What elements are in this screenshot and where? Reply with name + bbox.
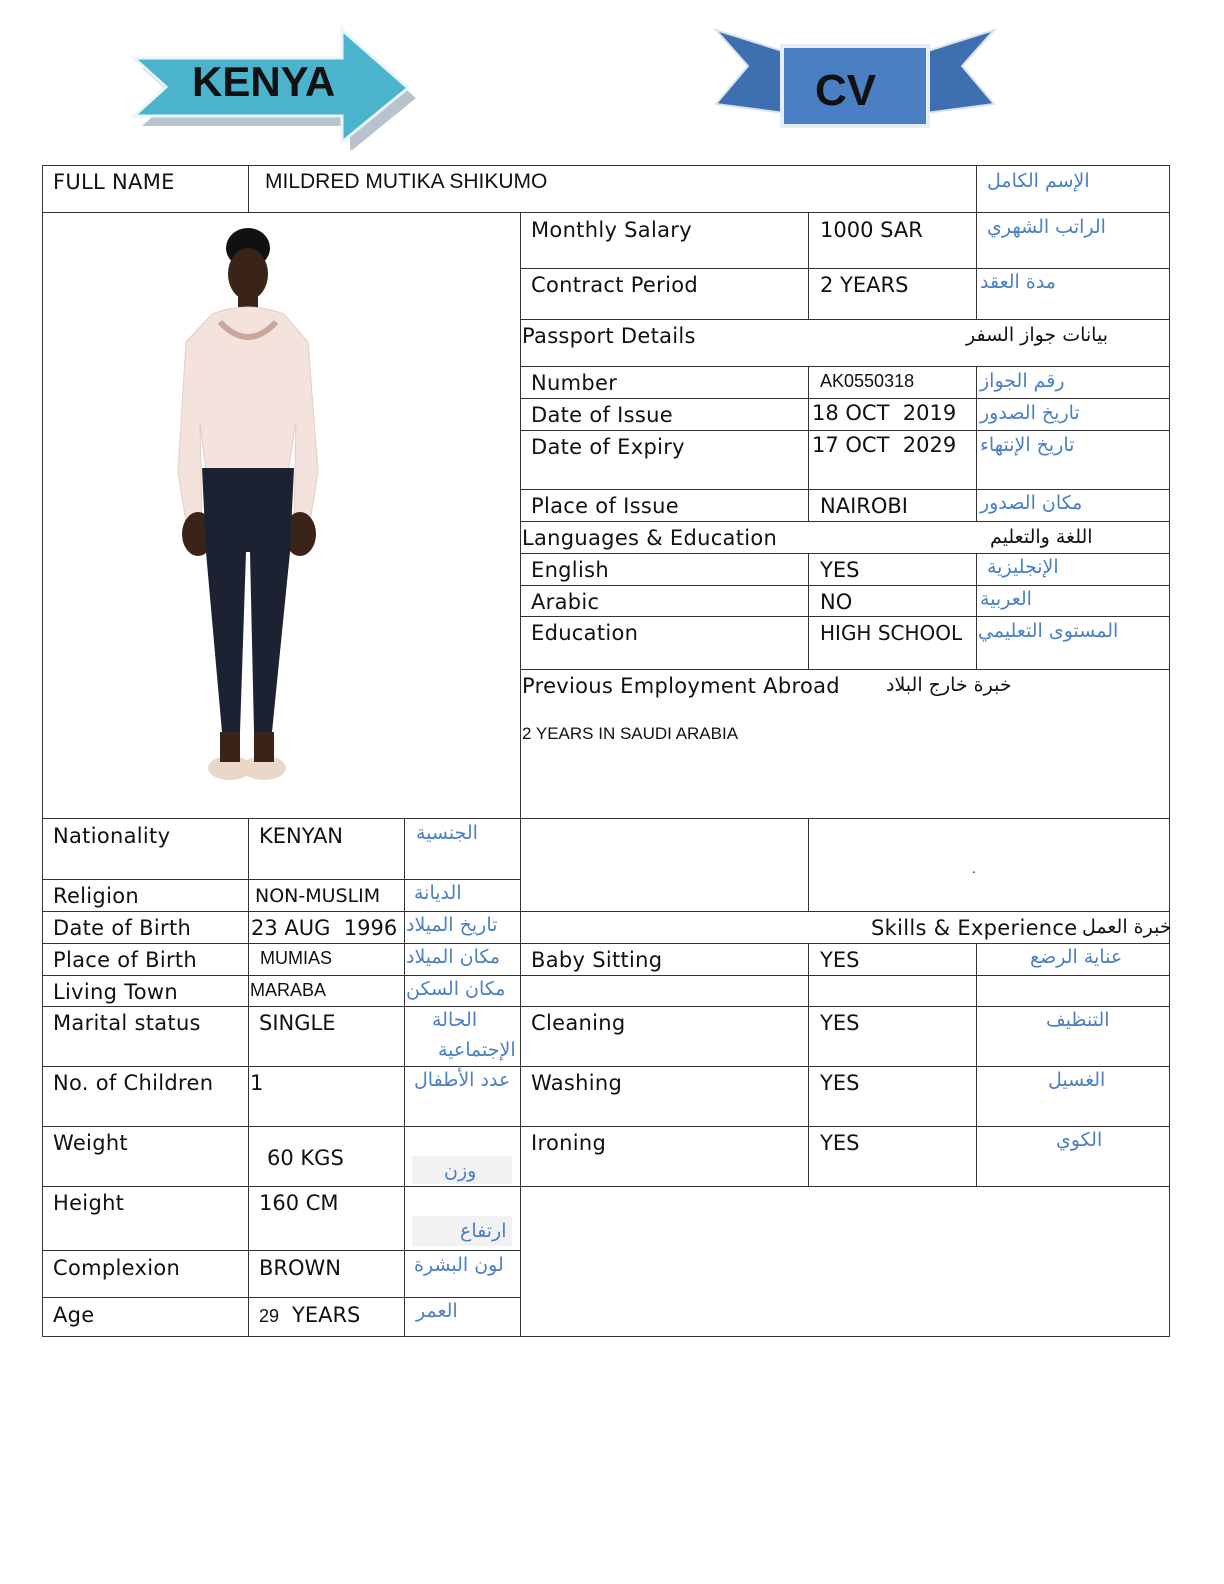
weight-value: 60 KGS — [267, 1146, 344, 1170]
ironing-label: Ironing — [531, 1131, 607, 1155]
contract-period-label: Contract Period — [531, 273, 698, 297]
contract-period-arabic: مدة العقد — [980, 271, 1056, 293]
baby-sitting-arabic: عناية الرضع — [1030, 946, 1123, 968]
skills-heading-arabic: خبرة العمل — [1082, 916, 1172, 938]
candidate-photo — [160, 222, 340, 788]
complexion-label: Complexion — [53, 1256, 181, 1280]
children-value: 1 — [250, 1071, 264, 1095]
skills-heading: Skills & Experience — [871, 916, 1078, 940]
ironing-arabic: الكوي — [1056, 1129, 1103, 1151]
expiry-date-value: 17 OCT 2029 — [812, 433, 957, 457]
expiry-date-arabic: تاريخ الإنتهاء — [980, 434, 1075, 456]
place-of-issue-value: NAIROBI — [820, 494, 908, 518]
complexion-value: BROWN — [259, 1256, 342, 1280]
pob-label: Place of Birth — [53, 948, 198, 972]
issue-date-value: 18 OCT 2019 — [812, 401, 957, 425]
nationality-arabic: الجنسية — [416, 822, 478, 844]
passport-number-arabic: رقم الجواز — [980, 370, 1065, 392]
education-arabic: المستوى التعليمي — [978, 620, 1119, 642]
washing-label: Washing — [531, 1071, 623, 1095]
children-label: No. of Children — [53, 1071, 214, 1095]
passport-number-label: Number — [531, 371, 618, 395]
ironing-value: YES — [820, 1131, 860, 1155]
weight-arabic: وزن — [444, 1160, 477, 1182]
town-label: Living Town — [53, 980, 179, 1004]
arabic-arabic: العربية — [980, 588, 1032, 610]
religion-label: Religion — [53, 884, 139, 908]
education-value: HIGH SCHOOL — [820, 621, 963, 645]
education-label: Education — [531, 621, 639, 645]
height-arabic: ارتفاع — [460, 1220, 507, 1242]
stray-dot: . — [972, 862, 976, 876]
languages-heading: Languages & Education — [522, 526, 778, 550]
arabic-label: Arabic — [531, 590, 600, 614]
religion-arabic: الديانة — [414, 882, 462, 904]
cleaning-value: YES — [820, 1011, 860, 1035]
employment-heading: Previous Employment Abroad — [522, 674, 840, 698]
contract-period-value: 2 YEARS — [820, 273, 909, 297]
employment-value: 2 YEARS IN SAUDI ARABIA — [522, 724, 739, 743]
full-name-value: MILDRED MUTIKA SHIKUMO — [265, 170, 548, 193]
dob-arabic: تاريخ الميلاد — [406, 914, 498, 936]
washing-value: YES — [820, 1071, 860, 1095]
expiry-date-label: Date of Expiry — [531, 435, 685, 459]
languages-heading-arabic: اللغة والتعليم — [990, 526, 1093, 548]
dob-value: 23 AUG 1996 — [251, 916, 398, 940]
marital-value: SINGLE — [259, 1011, 336, 1035]
salary-value: 1000 SAR — [820, 218, 923, 242]
full-name-label: FULL NAME — [53, 170, 175, 194]
issue-date-arabic: تاريخ الصدور — [980, 402, 1080, 424]
salary-label: Monthly Salary — [531, 218, 692, 242]
age-number: 29 — [259, 1306, 280, 1326]
height-label: Height — [53, 1191, 125, 1215]
issue-date-label: Date of Issue — [531, 403, 673, 427]
pob-arabic: مكان الميلاد — [406, 946, 501, 968]
banner-cv-text: CV — [815, 66, 877, 115]
place-of-issue-arabic: مكان الصدور — [980, 492, 1083, 514]
dob-label: Date of Birth — [53, 916, 192, 940]
complexion-arabic: لون البشرة — [414, 1254, 504, 1276]
children-arabic: عدد الأطفال — [414, 1069, 511, 1091]
washing-arabic: الغسيل — [1048, 1069, 1106, 1091]
cleaning-arabic: التنظيف — [1046, 1009, 1110, 1031]
passport-number-value: AK0550318 — [820, 371, 915, 391]
nationality-label: Nationality — [53, 824, 171, 848]
weight-label: Weight — [53, 1131, 128, 1155]
age-arabic: العمر — [416, 1300, 458, 1322]
marital-arabic-line2: الإجتماعية — [438, 1039, 516, 1061]
height-value: 160 CM — [259, 1191, 339, 1215]
english-value: YES — [820, 558, 860, 582]
salary-arabic: الراتب الشهري — [987, 216, 1106, 238]
passport-heading: Passport Details — [522, 324, 696, 348]
english-label: English — [531, 558, 609, 582]
nationality-value: KENYAN — [259, 824, 344, 848]
cleaning-label: Cleaning — [531, 1011, 626, 1035]
town-arabic: مكان السكن — [406, 978, 506, 1000]
employment-heading-arabic: خبرة خارج البلاد — [886, 674, 1012, 696]
full-name-arabic: الإسم الكامل — [987, 170, 1090, 192]
baby-sitting-label: Baby Sitting — [531, 948, 663, 972]
age-label: Age — [53, 1303, 95, 1327]
marital-arabic-line1: الحالة — [432, 1009, 478, 1031]
passport-heading-arabic: بيانات جواز السفر — [966, 324, 1108, 346]
religion-value: NON-MUSLIM — [255, 885, 381, 907]
english-arabic: الإنجليزية — [987, 556, 1059, 578]
pob-value: MUMIAS — [260, 948, 332, 968]
baby-sitting-value: YES — [820, 948, 860, 972]
banner-country-text: KENYA — [192, 58, 336, 105]
town-value: MARABA — [250, 980, 327, 1000]
age-unit: YEARS — [292, 1303, 361, 1327]
arabic-value: NO — [820, 590, 853, 614]
marital-label: Marital status — [53, 1011, 201, 1035]
place-of-issue-label: Place of Issue — [531, 494, 679, 518]
